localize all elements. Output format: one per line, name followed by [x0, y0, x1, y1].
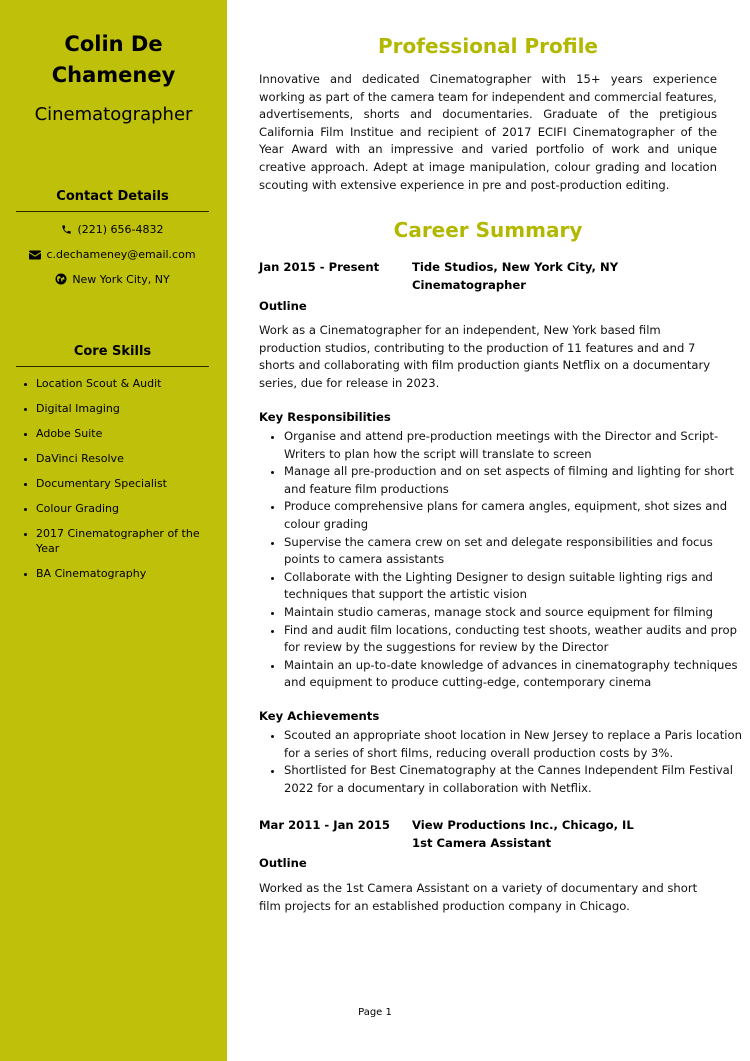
skills-heading: Core Skills [73, 344, 152, 359]
outline-label: Outline [259, 299, 307, 313]
page-number: Page 1 [358, 1007, 392, 1018]
skill-item: • Location Scout & Audit [36, 376, 214, 391]
list-item: • Manage all pre-production and on set aspects of filming and lighting for short and feature film productions [284, 463, 744, 498]
skills-divider [16, 366, 209, 367]
envelope-icon [29, 250, 41, 260]
candidate-name [0, 29, 227, 91]
list-item: • Shortlisted for Best Cinematography at the Cannes Independent Film Festival 2022 for a documentary in collaboration with Netflix. [284, 762, 744, 797]
job-role: 1st Camera Assistant [412, 835, 552, 850]
contact-phone [16, 223, 209, 236]
responsibilities-list [259, 428, 744, 692]
job-employer [412, 259, 618, 294]
job-dates: Mar 2011 - Jan 2015 [259, 818, 390, 832]
job-outline [259, 322, 717, 392]
outline-text: Work as a Cinematographer for an independent, New York based film production studios, contributing to the production of 11 features and and 7 shorts and collaborating with film production giants Netflix on a documentary series, due for release in 2023. [259, 323, 711, 390]
achievements-list [259, 727, 744, 797]
skill-item: • BA Cinematography [36, 566, 214, 581]
responsibilities-label: Key Responsibilities [259, 410, 391, 424]
name-line-1: Colin De [64, 32, 163, 56]
list-item: • Produce comprehensive plans for camera angles, equipment, shot sizes and colour grading [284, 498, 744, 533]
phone-text: (221) 656-4832 [77, 223, 164, 236]
contact-divider [16, 211, 209, 212]
profile-section [259, 71, 717, 194]
list-item: • Collaborate with the Lighting Designer to design suitable lighting rigs and techniques that support the artistic vision [284, 569, 744, 604]
list-item: • Maintain an up-to-date knowledge of advances in cinematography techniques and equipment to produce cutting-edge, contemporary cinema [284, 657, 744, 692]
profile-heading: Professional Profile [378, 34, 598, 58]
skill-item: • Documentary Specialist [36, 476, 214, 491]
skills-list [22, 376, 214, 591]
skill-item: • Adobe Suite [36, 426, 214, 441]
job-outline [259, 880, 717, 915]
career-heading: Career Summary [393, 218, 583, 242]
contact-location [16, 273, 209, 286]
profile-text: Innovative and dedicated Cinematographer with 15+ years experience working as part of the camera team for independent and commercial features, advertisements, shorts and documentaries. Graduate of the pretigious California Film Institue and recipient of 2017 ECIFI Cinematographer of the Year Award with an impressive and varied portfolio of work and unique creative approach. Adept at image manipulation, colour grading and location scouting with extensive experience in pre and post-production editing. [259, 72, 717, 192]
list-item: • Organise and attend pre-production meetings with the Director and Script-Writers to plan how the script will translate to screen [284, 428, 744, 463]
job-company: Tide Studios, New York City, NY [412, 260, 619, 274]
list-item: • Find and audit film locations, conducting test shoots, weather audits and prop for review by the suggestions for review by the Director [284, 622, 744, 657]
contact-heading: Contact Details [56, 189, 169, 204]
skill-item: • Digital Imaging [36, 401, 214, 416]
name-line-2: Chameney [51, 63, 176, 87]
skill-item: • Colour Grading [36, 501, 214, 516]
list-item: • Supervise the camera crew on set and delegate responsibilities and focus points to camera assistants [284, 534, 744, 569]
job-employer [412, 817, 634, 852]
sidebar [0, 0, 227, 1061]
outline-label: Outline [259, 856, 307, 870]
email-text: c.dechameney@email.com [46, 248, 196, 261]
job-role: Cinematographer [412, 277, 526, 292]
globe-icon [55, 273, 67, 285]
list-item: • Scouted an appropriate shoot location in New Jersey to replace a Paris location for a series of short films, reducing overall production costs by 3%. [284, 727, 744, 762]
phone-icon [61, 224, 72, 235]
skill-item: • DaVinci Resolve [36, 451, 214, 466]
skill-item: • 2017 Cinematographer of the Year [36, 526, 214, 556]
list-item: • Maintain studio cameras, manage stock and source equipment for filming [284, 604, 744, 622]
job-company: View Productions Inc., Chicago, IL [412, 818, 634, 832]
job-title: Cinematographer [34, 104, 193, 125]
job-dates: Jan 2015 - Present [259, 260, 380, 274]
achievements-label: Key Achievements [259, 709, 380, 723]
outline-text: Worked as the 1st Camera Assistant on a variety of documentary and short film projects for an established production company in Chicago. [259, 881, 698, 913]
contact-email [16, 248, 209, 261]
location-text: New York City, NY [72, 273, 170, 286]
